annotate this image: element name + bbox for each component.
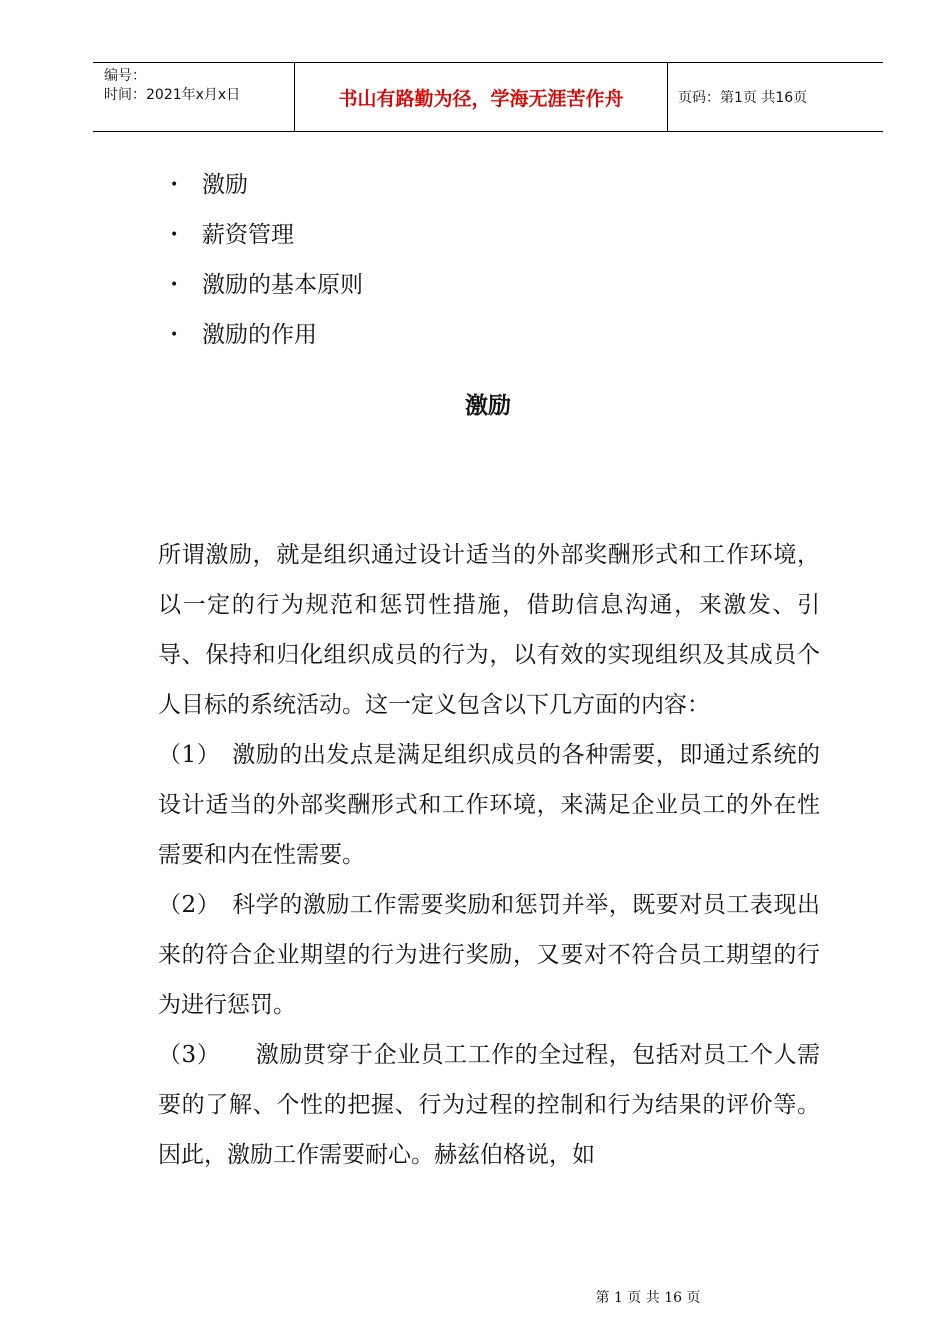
paragraph: （2） 科学的激励工作需要奖励和惩罚并举，既要对员工表现出来的符合企业期望的行为进行奖励，又要对不符合员工期望的行为进行惩罚。 — [158, 892, 820, 1018]
bullet-icon: • — [170, 327, 179, 343]
toc-item — [170, 210, 363, 260]
paragraph: （3） 激励贯穿于企业员工工作的全过程，包括对员工个人需要的了解、个性的把握、行为过程的控制和行为结果的评价等。因此，激励工作需要耐心。赫兹伯格说，如 — [158, 1042, 820, 1168]
toc-link-jili[interactable]: 激励 — [202, 172, 248, 198]
header-meta — [93, 63, 295, 131]
toc-list — [170, 160, 363, 360]
time-label: 时间：2021年x月x日 — [104, 87, 241, 103]
page-footer: 第 1 页 共 16 页 — [595, 1290, 701, 1306]
bullet-icon: • — [170, 227, 179, 243]
paragraph: （1） 激励的出发点是满足组织成员的各种需要，即通过系统的设计适当的外部奖酬形式和工作环境，来满足企业员工的外在性需要和内在性需要。 — [158, 742, 820, 868]
body-text — [158, 530, 820, 1180]
number-label: 编号： — [104, 68, 146, 84]
toc-item — [170, 310, 363, 360]
paragraph: 所谓激励，就是组织通过设计适当的外部奖酬形式和工作环境，以一定的行为规范和惩罚性措施，借助信息沟通，来激发、引导、保持和归化组织成员的行为，以有效的实现组织及其成员个人目标的系统活动。这一定义包含以下几方面的内容： — [158, 542, 820, 718]
toc-item[interactable] — [170, 160, 363, 210]
header-page-code: 页码：第1页 共16页 — [678, 90, 808, 106]
header-motto: 书山有路勤为径，学海无涯苦作舟 — [295, 63, 668, 131]
toc-label: 激励的作用 — [202, 322, 317, 348]
section-title: 激励 — [465, 393, 511, 419]
toc-item — [170, 260, 363, 310]
toc-label: 薪资管理 — [202, 222, 294, 248]
toc-label: 激励的基本原则 — [202, 272, 363, 298]
bullet-icon: • — [170, 177, 179, 193]
page-header — [93, 62, 883, 132]
bullet-icon: • — [170, 277, 179, 293]
